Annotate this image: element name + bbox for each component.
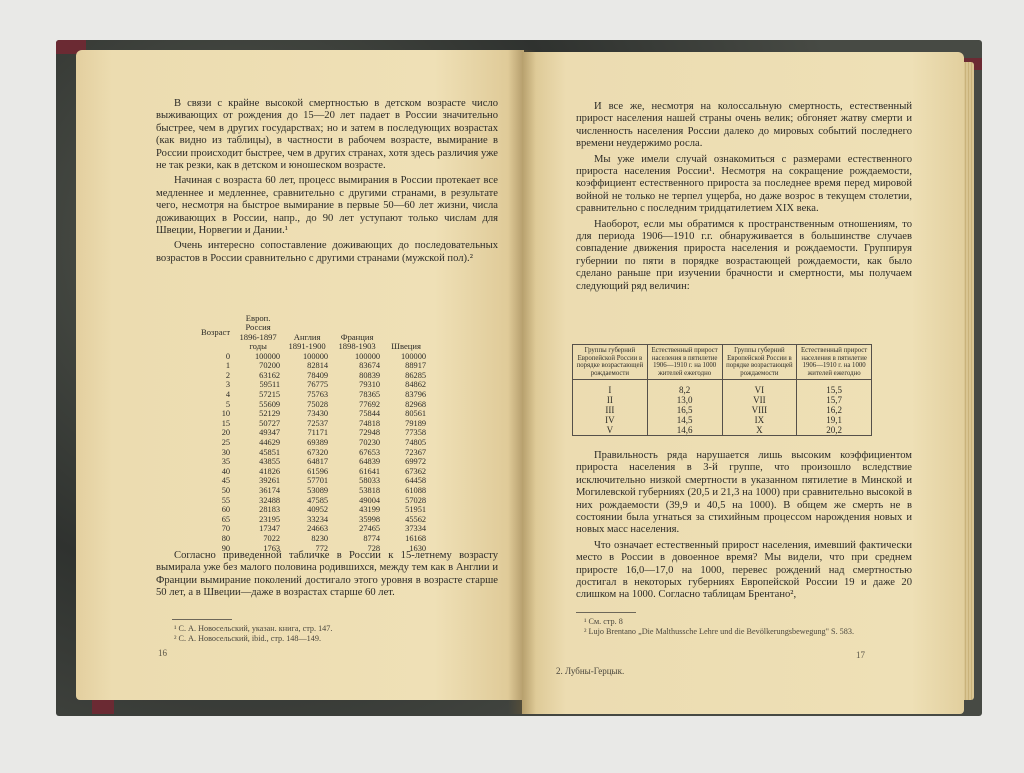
growth-table <box>572 344 872 436</box>
table-cell: 49004 <box>359 495 381 505</box>
table-cell: 7022 <box>263 533 281 543</box>
table-cell: 82968 <box>405 399 427 409</box>
table-cell: 70200 <box>259 361 281 371</box>
table-cell: 45851 <box>259 447 281 457</box>
table-cell: 16,2 <box>797 405 872 415</box>
table-cell: 80561 <box>405 409 427 419</box>
table-row <box>198 419 429 429</box>
table-cell: 15,7 <box>797 395 872 405</box>
table-cell: 10 <box>221 409 231 419</box>
table-cell: 57028 <box>405 495 427 505</box>
survival-table-body <box>198 352 429 553</box>
table-cell: 67653 <box>359 447 381 457</box>
table-row <box>198 524 429 534</box>
table-cell: 728 <box>367 543 381 553</box>
table-cell: 43199 <box>359 505 381 515</box>
table-cell: 74805 <box>405 437 427 447</box>
table-row <box>198 496 429 506</box>
table-cell: 16,5 <box>647 405 722 415</box>
table-cell: 50727 <box>259 418 281 428</box>
table-cell: 40952 <box>307 505 329 515</box>
table-cell: 57215 <box>259 390 281 399</box>
table-cell: 20 <box>221 428 231 438</box>
table-cell: 64839 <box>359 457 381 467</box>
table-cell: 17347 <box>259 524 281 534</box>
left-page-closing <box>156 550 498 603</box>
table-cell: 72367 <box>405 447 427 457</box>
footnote-rule <box>172 619 232 620</box>
table-cell: X <box>722 425 797 436</box>
table-row <box>198 448 429 458</box>
table-cell: 75028 <box>307 399 329 409</box>
printer-signature: 2. Лубны-Герцык. <box>556 666 625 676</box>
table-cell: 37334 <box>405 524 427 534</box>
table-cell: 80 <box>221 533 231 543</box>
table-cell: 32488 <box>259 495 281 505</box>
table-cell: 79189 <box>405 418 427 428</box>
table-cell: 2 <box>225 370 231 380</box>
paragraph: Мы уже имели случай ознакомиться с размерами естественного прироста населения России¹. Несмотря на сокращение рождаемости, коэффициент естественного прироста за последнее время перед мировой войной не только не терпел ущерба, но даже возрос в текущем столетии, сравнительно с последним тридцатилетием XIX века. <box>576 153 912 215</box>
table-cell: 84862 <box>405 380 427 390</box>
table-cell: IV <box>573 415 648 425</box>
table-header: Возраст <box>201 327 231 338</box>
table-row <box>198 505 429 515</box>
table-header: Англия 1891-1900 <box>288 331 326 352</box>
table-row <box>198 390 429 400</box>
table-cell: 100000 <box>354 351 381 361</box>
paragraph: Правильность ряда нарушается лишь высоким коэффициентом прироста населения в 3-й группе, что произошло вследствие исключительно низкой смертности в указанном пятилетие в Минской и Могилевской губерниях (20,5 и 21,3 на 1000) при сравнительно высокой в них рождаемости (39,9 и 40,5 на 1000). В общем же смерть не в состоянии была угнаться за стихийным процессом нарождения новых и новых масс населения. <box>576 450 912 536</box>
table-cell: 76775 <box>307 380 329 390</box>
table-cell: 16168 <box>405 533 427 543</box>
growth-table-body <box>573 380 872 436</box>
table-row <box>198 515 429 525</box>
table-cell: 69972 <box>405 457 427 467</box>
footnote: ² Lujo Brentano „Die Malthussche Lehre und die Bevölkerungsbewegung" S. 583. <box>584 627 855 636</box>
paragraph: В связи с крайне высокой смертностью в детском возрасте число выживающих от рождения до 15—20 лет падает в России значительно быстрее, чем в других государствах; но и затем в последующих возрастах (как видно из таблицы), в частности в рабочем возрасте, вымирание в России происходит быстрее, чем в других странах, хотя здесь различия уже не так резки, как в детском и юношеском возрасте. <box>156 98 498 172</box>
table-cell: VIII <box>722 405 797 415</box>
table-cell: 47585 <box>307 495 329 505</box>
table-cell: VII <box>722 395 797 405</box>
table-cell: 15,5 <box>797 380 872 396</box>
footnote: ² С. А. Новосельский, ibid., стр. 148—149. <box>174 634 322 643</box>
table-row <box>573 425 872 436</box>
table-cell: 8774 <box>363 533 381 543</box>
table-cell: 61088 <box>405 485 427 495</box>
page-number: 17 <box>856 650 865 660</box>
table-cell: 53089 <box>307 485 329 495</box>
table-header: Группы губерний Европейской России в порядке возрастающей рождаемости <box>573 345 648 380</box>
table-cell: 59511 <box>259 380 281 390</box>
table-cell: 1630 <box>409 543 427 553</box>
table-cell: 40 <box>221 466 231 476</box>
table-cell: 23195 <box>259 514 281 524</box>
table-cell: 51951 <box>405 505 427 515</box>
table-header: Швеция <box>391 341 421 352</box>
table-cell: 70230 <box>359 437 381 447</box>
table-cell: 4 <box>225 390 231 399</box>
table-cell: 72948 <box>359 428 381 438</box>
table-row <box>198 352 429 362</box>
paragraph: Согласно приведенной табличке в России к 15-летнему возрасту вымирала уже без малого половина родившихся, между тем как в Англии и Франции вымирание поколений достигало этого уровня в возрасте старше 50 лет, а в Швеции—даже в возрастах старше 60 лет. <box>156 550 498 599</box>
table-cell: 30 <box>221 447 231 457</box>
table-cell: 83796 <box>405 390 427 399</box>
table-row <box>198 438 429 448</box>
table-cell: VI <box>722 380 797 396</box>
table-cell: I <box>573 380 648 396</box>
table-header: Естественный прирост населения в пятилетие 1906—1910 г. на 1000 жителей ежегодно <box>797 345 872 380</box>
table-cell: 52129 <box>259 409 281 419</box>
table-cell: 58033 <box>359 476 381 486</box>
table-cell: 20,2 <box>797 425 872 436</box>
table-cell: 33234 <box>307 514 329 524</box>
table-cell: 24663 <box>307 524 329 534</box>
table-cell: 772 <box>315 543 329 553</box>
table-cell: 39261 <box>259 476 281 486</box>
table-cell: 35 <box>221 457 231 467</box>
table-cell: III <box>573 405 648 415</box>
table-header: Франция 1898-1903 <box>338 331 376 352</box>
table-cell: 45 <box>221 476 231 486</box>
table-cell: 83674 <box>359 361 381 371</box>
table-cell: 73430 <box>307 409 329 419</box>
table-cell: 80839 <box>359 370 381 380</box>
table-cell: 78365 <box>359 390 381 399</box>
page-number: 16 <box>158 648 167 658</box>
table-cell: 55 <box>221 495 231 505</box>
table-cell: 5 <box>225 399 231 409</box>
table-cell: 86285 <box>405 370 427 380</box>
table-cell: 15 <box>221 418 231 428</box>
table-cell: 13,0 <box>647 395 722 405</box>
table-row <box>198 457 429 467</box>
footnote-rule <box>576 612 636 613</box>
table-cell: 35998 <box>359 514 381 524</box>
footnote: ¹ См. стр. 8 <box>584 617 623 626</box>
table-row <box>573 395 872 405</box>
table-cell: 1763 <box>263 543 281 553</box>
left-page-body <box>156 98 498 268</box>
footnote: ¹ С. А. Новосельский, указан. книга, стр. 147. <box>174 624 333 633</box>
table-row <box>198 428 429 438</box>
table-row <box>573 415 872 425</box>
table-cell: 28183 <box>259 505 281 515</box>
table-cell: 100000 <box>302 351 329 361</box>
table-cell: 45562 <box>405 514 427 524</box>
table-cell: 50 <box>221 485 231 495</box>
table-row <box>573 405 872 415</box>
paragraph: И все же, несмотря на колоссальную смертность, естественный прирост населения нашей страны очень велик; обгоняет жатву смерти и численность населения России далеко до мировых событий последнего времени неудержимо росла. <box>576 101 912 150</box>
right-page-body <box>576 101 912 296</box>
right-page <box>522 52 964 714</box>
table-cell: 65 <box>221 514 231 524</box>
table-row <box>198 371 429 381</box>
table-cell: 49347 <box>259 428 281 438</box>
paragraph: Наоборот, если мы обратимся к пространственным отношениям, то для периода 1906—1910 г.г. обнаруживается в большинстве случаев совпадение движения прироста населения и рождаемости. Группируя губернии по пяти в порядке возрастающей рождаемости, как было сделано раньше при изучении брачности и смертности, мы получаем следующий ряд величин: <box>576 218 912 292</box>
table-row <box>198 486 429 496</box>
table-cell: 60 <box>221 505 231 515</box>
table-row <box>198 534 429 544</box>
table-cell: 36174 <box>259 485 281 495</box>
table-cell: 100000 <box>400 351 427 361</box>
table-cell: 88917 <box>405 361 427 371</box>
table-cell: 63162 <box>259 370 281 380</box>
table-cell: 72537 <box>307 418 329 428</box>
table-cell: 0 <box>225 351 231 361</box>
paragraph: Очень интересно сопоставление доживающих до последовательных возрастов в России сравнительно с другими странами (мужской пол).² <box>156 240 498 264</box>
table-cell: 79310 <box>359 380 381 390</box>
table-cell: 61641 <box>359 466 381 476</box>
table-cell: 75763 <box>307 390 329 399</box>
table-cell: II <box>573 395 648 405</box>
table-cell: 19,1 <box>797 415 872 425</box>
table-cell: 41826 <box>259 466 281 476</box>
table-cell: 57701 <box>307 476 329 486</box>
table-cell: 61596 <box>307 466 329 476</box>
table-row <box>198 361 429 371</box>
table-cell: 25 <box>221 437 231 447</box>
cover-corner-bottom <box>92 700 114 714</box>
table-cell: 71171 <box>307 428 329 438</box>
table-cell: V <box>573 425 648 436</box>
right-page-after <box>576 450 912 605</box>
table-cell: 64817 <box>307 457 329 467</box>
paragraph: Что означает естественный прирост населения, имевший фактически место в России в довоенное время? Мы видели, что при среднем приросте 16,0—17,0 на 1000, перевес рождений над смертностью достигал в некоторых губерниях Европейской России 19 и даже 20 слишком на 1000. Согласно таблицам Брентано², <box>576 539 912 601</box>
table-cell: 69389 <box>307 437 329 447</box>
table-header: Естественный прирост населения в пятилетие 1906—1910 г. на 1000 жителей ежегодно <box>647 345 722 380</box>
table-cell: 3 <box>225 380 231 390</box>
table-header: Группы губерний Европейской России в порядке возрастающей рождаемости <box>722 345 797 380</box>
table-cell: 43855 <box>259 457 281 467</box>
table-row <box>198 467 429 477</box>
table-row <box>198 400 429 410</box>
table-cell: 74818 <box>359 418 381 428</box>
table-cell: 64458 <box>405 476 427 486</box>
table-cell: 14,6 <box>647 425 722 436</box>
table-cell: 70 <box>221 524 231 534</box>
table-cell: 27465 <box>359 524 381 534</box>
table-cell: 8,2 <box>647 380 722 396</box>
survival-table <box>198 314 429 553</box>
table-row <box>573 380 872 396</box>
table-cell: 14,5 <box>647 415 722 425</box>
table-cell: 8230 <box>311 533 329 543</box>
table-cell: 75844 <box>359 409 381 419</box>
table-row <box>198 409 429 419</box>
table-cell: 77358 <box>405 428 427 438</box>
table-cell: 67320 <box>307 447 329 457</box>
table-cell: IX <box>722 415 797 425</box>
table-cell: 44629 <box>259 437 281 447</box>
table-cell: 77692 <box>359 399 381 409</box>
table-row <box>198 380 429 390</box>
table-cell: 53818 <box>359 485 381 495</box>
table-cell: 67362 <box>405 466 427 476</box>
paragraph: Начиная с возраста 60 лет, процесс вымирания в России протекает все медленнее и медленнее, сравнительно с другими странами, в результате чего, несмотря на быстрое вымирание в первые 50—60 лет жизни, числа доживающих в России, напр., до 90 лет уступают только числам для Швеции, Норвегии и Дании.¹ <box>156 175 498 237</box>
table-cell: 1 <box>225 361 231 371</box>
table-cell: 78409 <box>307 370 329 380</box>
table-cell: 90 <box>221 543 231 553</box>
table-header: Европ. Россия 1896-1897 годы <box>239 313 277 352</box>
table-cell: 100000 <box>254 351 281 361</box>
table-cell: 55609 <box>259 399 281 409</box>
table-row <box>198 476 429 486</box>
table-cell: 82814 <box>307 361 329 371</box>
left-page <box>76 50 524 700</box>
